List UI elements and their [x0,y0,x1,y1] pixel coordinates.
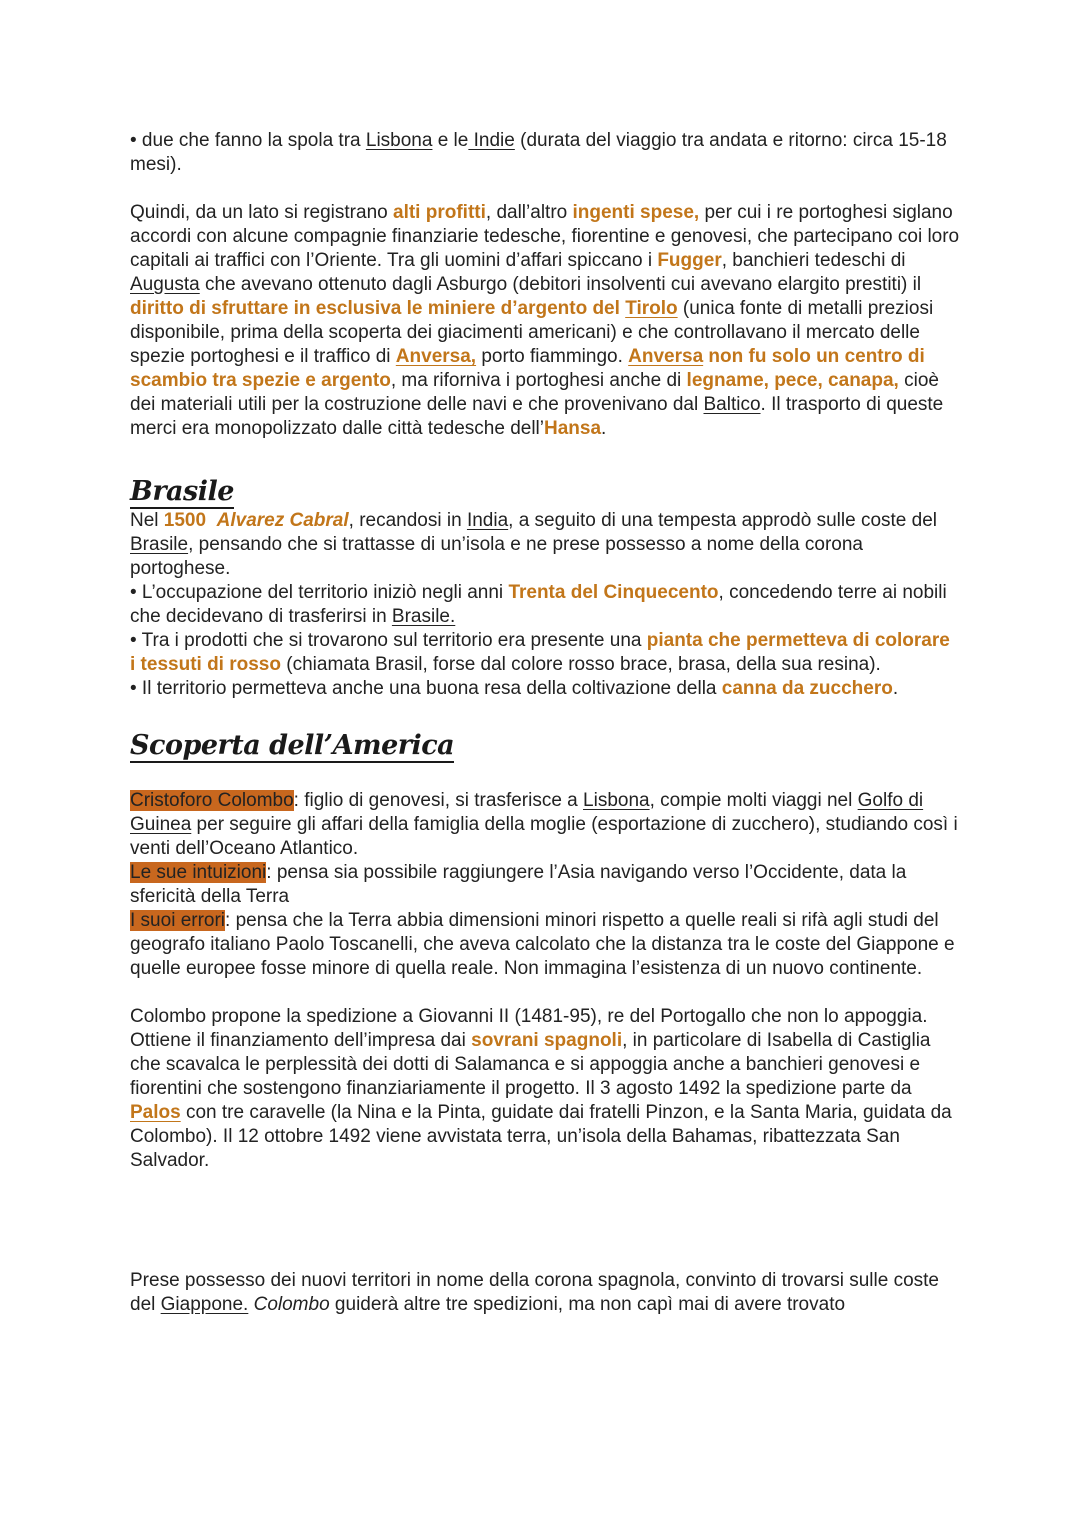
intuizioni-paragraph [130,861,960,909]
brasile-bullet-2 [130,629,960,677]
text: • Il territorio permetteva anche una buona resa della coltivazione della [130,678,722,699]
spedizione-paragraph [130,1005,960,1173]
highlight-tirolo: Tirolo [625,298,678,319]
highlight-anversa-2: Anversa [628,346,704,367]
underline-giappone: Giappone. [160,1294,249,1315]
text: , banchieri tedeschi di [721,250,906,271]
text: e le [432,130,469,151]
text: Colombo propone la spedizione a Giovanni II (1481-95), re del Portogallo che non lo appoggia. Ottiene il finanziamento dell’impresa dai [130,1006,928,1051]
italic-colombo: Colombo [253,1294,330,1315]
text: . [892,678,899,699]
text: (chiamata Brasil, forse dal colore rosso brace, brasa, della sua resina). [280,654,881,675]
underline-india: India [466,510,509,531]
brasile-bullet-3 [130,677,960,701]
text: (durata del viaggio tra andata e ritorno: circa 15-18 mesi). [130,130,947,175]
text: • L’occupazione del territorio iniziò negli anni [130,582,509,603]
possesso-paragraph [130,1269,960,1317]
brasile-bullet-1 [130,581,960,629]
link-lisbona: Lisbona [365,130,433,151]
text: , pensando che si trattasse di un’isola e ne prese possesso a nome della corona portoghese. [130,534,863,579]
text: . Il trasporto di queste merci era monopolizzato dalle città tedesche dell’ [130,394,944,439]
highlight-cristoforo-colombo: Cristoforo Colombo [130,790,294,811]
highlight-canna: canna da zucchero [721,678,893,699]
underline-baltico: Baltico [703,394,761,415]
link-indie: Indie [468,130,515,151]
highlight-cabral: Alvarez Cabral [216,510,349,531]
text: per cui i re portoghesi siglano accordi con alcune compagnie finanziarie tedesche, fiorentine e genovesi, che partecipano coi loro capitali ai traffici con l’Oriente. Tra gli uomini d’affari spiccano i [130,202,960,271]
heading-scoperta-america: Scoperta dell’America [130,730,455,761]
highlight-sovrani: sovrani spagnoli [471,1030,623,1051]
text: : figlio di genovesi, si trasferisce a [293,790,584,811]
text: (unica fonte di metalli preziosi disponibile, prima della scoperta dei giacimenti americani) e che controllavano il mercato delle spezie portoghesi e il traffico di [130,298,934,367]
text: : pensa sia possibile raggiungere l’Asia navigando verso l’Occidente, data la sfericità della Terra [130,862,907,907]
highlight-errori: I suoi errori [130,910,226,931]
text: Nel [130,510,164,531]
highlight-diritto: diritto di sfruttare in esclusiva le miniere d’argento del [130,298,626,319]
highlight-trenta: Trenta del Cinquecento [508,582,719,603]
highlight-intuizioni: Le sue intuizioni [130,862,267,883]
text: cioè dei materiali utili per la costruzione delle navi e che provenivano dal [130,370,939,415]
highlight-non-fu: non fu solo un centro di scambio tra spezie e argento [130,346,925,391]
highlight-anversa-1: Anversa, [395,346,477,367]
highlight-1500: 1500 [163,510,207,531]
highlight-palos: Palos [130,1102,181,1123]
underline-brasile-2: Brasile. [391,606,456,627]
underline-brasile: Brasile [130,534,189,555]
highlight-fugger: Fugger [657,250,722,271]
errori-paragraph [130,909,960,981]
colombo-paragraph [130,789,960,861]
text: • Tra i prodotti che si trovarono sul territorio era presente una [130,630,647,651]
text: , concedendo terre ai nobili che decidevano di trasferirsi in [130,582,947,627]
text: , recandosi in [348,510,467,531]
brasile-paragraph [130,509,960,581]
text: guiderà altre tre spedizioni, ma non capì mai di avere trovato [329,1294,846,1315]
text: porto fiammingo. [476,346,629,367]
text: Quindi, da un lato si registrano [130,202,393,223]
highlight-legname: legname, pece, canapa, [686,370,899,391]
text: per seguire gli affari della famiglia della moglie (esportazione di zucchero), studiando così i venti dell’Oceano Atlantico. [130,814,958,859]
text: . [601,418,607,439]
highlight-alti-profitti: alti profitti [393,202,486,223]
text: : pensa che la Terra abbia dimensioni minori rispetto a quelle reali si rifà agli studi del geografo italiano Paolo Toscanelli, che aveva calcolato che la distanza tra le coste del Giappone e quelle europee fosse minore di quella reale. Non immagina l’esistenza di un nuovo continente. [130,910,955,979]
highlight-pianta: pianta che permetteva di colorare i tessuti di rosso [130,630,950,675]
underline-augusta: Augusta [130,274,200,295]
text [206,510,217,531]
paragraph-quindi [130,201,960,441]
text: che avevano ottenuto dagli Asburgo (debitori insolventi cui avevano elargito prestiti) il [199,274,922,295]
highlight-hansa: Hansa [544,418,602,439]
document-page [130,129,960,1317]
highlight-ingenti-spese: ingenti spese, [572,202,700,223]
text: , a seguito di una tempesta approdò sulle coste del [508,510,937,531]
underline-golfo-guinea: Golfo di Guinea [130,790,924,835]
intro-paragraph [130,129,960,177]
text: • due che fanno la spola tra [130,130,366,151]
underline-lisbona: Lisbona [583,790,650,811]
text: , dall’altro [485,202,573,223]
text: Prese possesso dei nuovi territori in nome della corona spagnola, convinto di trovarsi sulle coste del [130,1270,939,1315]
text: , compie molti viaggi nel [649,790,858,811]
heading-brasile: Brasile [130,476,234,507]
text: con tre caravelle (la Nina e la Pinta, guidate dai fratelli Pinzon, e la Santa Maria, guidata da Colombo). Il 12 ottobre 1492 viene avvistata terra, un’isola della Bahamas, ribattezzata San Salvador. [130,1102,952,1171]
text: , ma riforniva i portoghesi anche di [390,370,687,391]
text: , in particolare di Isabella di Castiglia che scavalca le perplessità dei dotti di Salamanca e si appoggia anche a banchieri genovesi e fiorentini che sostengono finanziariamente il progetto. Il 3 agosto 1492 la spedizione parte da [130,1030,931,1099]
